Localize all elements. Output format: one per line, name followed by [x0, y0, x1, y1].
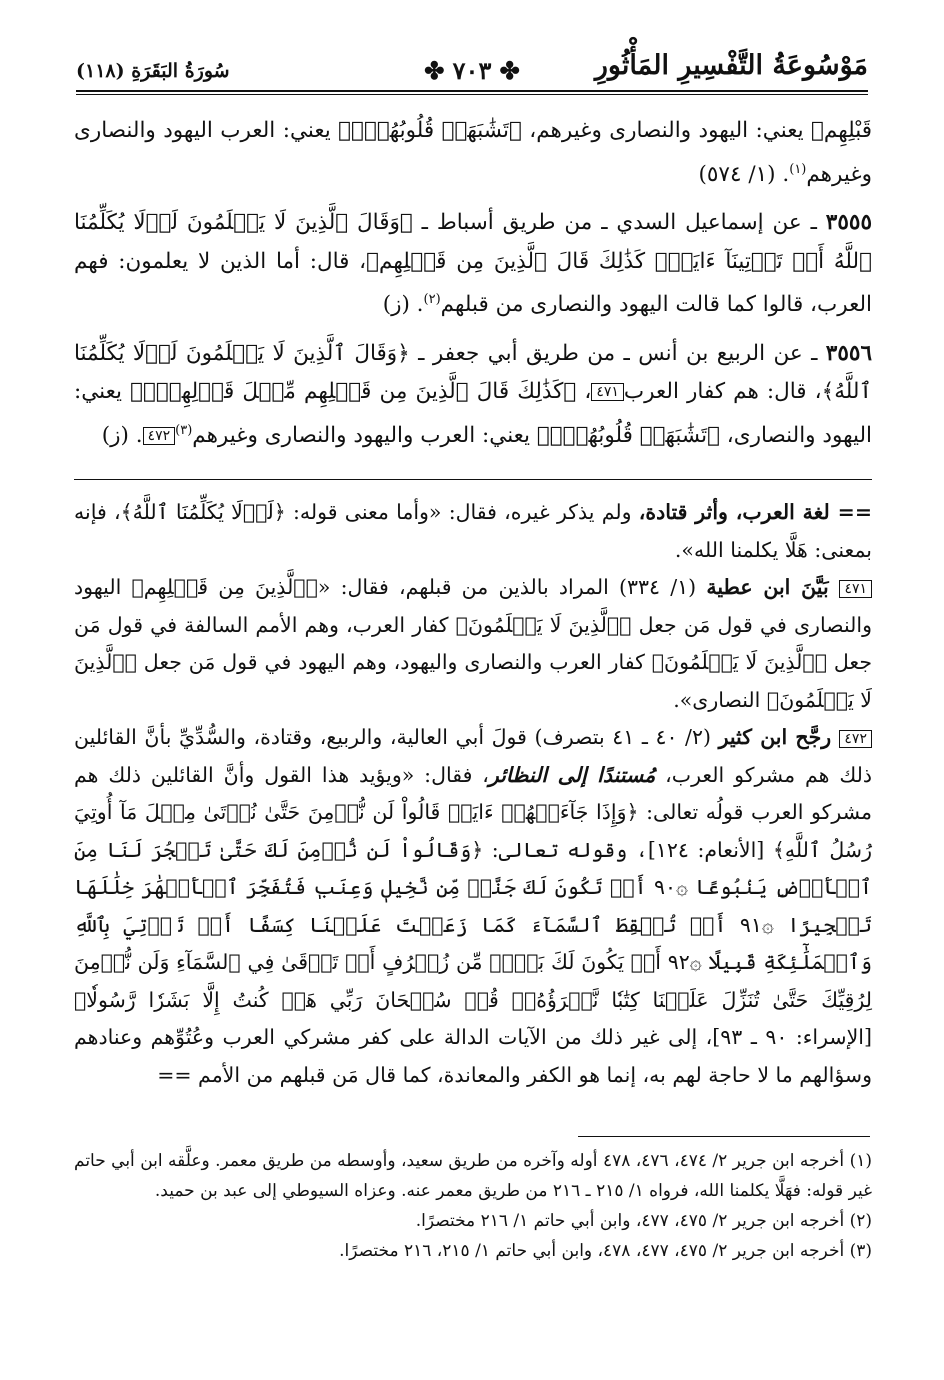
page-number-value: ٧٠٣: [452, 56, 492, 85]
main-text: [74, 112, 872, 1094]
commentary-472: ٤٧٢ رجَّح ابن كثير (٢/ ٤٠ ـ ٤١ بتصرف) قولَ أبي العالية، والربيع، وقتادة، والسُّدِّيِّ بأنَّ القائلين ذلك هم مشركو العرب، مُستندًا إلى النظائر، فقال: «ويؤيد هذا القول وأنَّ القائلين ذلك هم مشركو العرب قولُه تعالى: ﴿وَإِذَا جَآءَتۡهُمۡ ءَايَةٞ قَالُواْ لَن نُّؤۡمِنَ حَتَّىٰ نُؤۡتَىٰ مِثۡلَ مَآ أُوتِيَ رُسُلُ ٱللَّهِ﴾ [الأنعام: ١٢٤]، وقوله تعالى: ﴿وَقَالُواْ لَن نُّؤۡمِنَ لَكَ حَتَّىٰ تَفۡجُرَ لَنَا مِنَ ٱلۡأَرۡضِ يَنۢبُوعًا ۞٩٠ أَوۡ تَكُونَ لَكَ جَنَّةٞ مِّن نَّخِيلٖ وَعِنَبٖ فَتُفَجِّرَ ٱلۡأَنۡهَٰرَ خِلَٰلَهَا تَفۡجِيرًا ۞٩١ أَوۡ تُسۡقِطَ ٱلسَّمَآءَ كَمَا زَعَمۡتَ عَلَيۡنَا كِسَفًا أَوۡ تَأۡتِيَ بِٱللَّهِ وَٱلۡمَلَٰٓئِكَةِ قَبِيلًا ۞٩٢ أَوۡ يَكُونَ لَكَ بَيۡتٞ مِّن زُخۡرُفٍ أَوۡ تَرۡقَىٰ فِي ٱلسَّمَآءِ وَلَن نُّؤۡمِنَ لِرُقِيِّكَ حَتَّىٰ تُنَزِّلَ عَلَيۡنَا كِتَٰبٗا نَّقۡرَؤُهُۥۗ قُلۡ سُبۡحَانَ رَبِّي هَلۡ كُنتُ إِلَّا بَشَرٗا رَّسُولٗا﴾ [الإسراء: ٩٠ ـ ٩٣]، إلى غير ذلك من الآيات الدالة على كفر مشركي العرب وعُتُوِّهم وعنادهم وسؤالهم ما لا حاجة لهم به، إنما هو الكفر والمعاندة، كما قال مَن قبلهم من الأمم ==: [74, 725, 873, 1087]
footnotes: [74, 1146, 872, 1266]
narration-number: ٣٥٥٥: [825, 210, 872, 236]
book-title: مَوْسُوعَةُ التَّفْسِيرِ المَأْثُورِ: [594, 50, 868, 81]
commentary-ref-box: ٤٧٢: [143, 427, 176, 445]
section-divider: [74, 479, 872, 480]
commentary-continued: == لغة العرب، وأثر قتادة، ولم يذكر غيره، فقال: «وأما معنى قوله: ﴿لَوۡلَا يُكَلِّمُنَا ٱللَّهُ﴾، فإنه بمعنى: هَلَّا يكلمنا الله».: [74, 500, 872, 562]
header-rule-thin: [76, 94, 868, 95]
paragraph: قَبْلِهِم﴾ يعني: اليهود والنصارى وغيرهم، ﴿تَشَٰبَهَتۡ قُلُوبُهُمۡۗ﴾ يعني: العرب اليهود والنصارى وغيرهم$^{(١)}$. (١/ ٥٧٤): [74, 118, 872, 187]
header-rule: [76, 90, 868, 92]
footnote-2: (٢) أخرجه ابن جرير ٢/ ٤٧٥، ٤٧٧، وابن أبي حاتم ١/ ٢١٦ مختصرًا.: [415, 1211, 872, 1231]
narration-number: ٣٥٥٦: [825, 340, 872, 366]
commentary-ref-box: ٤٧١: [591, 383, 624, 401]
commentary-number-box: ٤٧١: [839, 580, 872, 598]
footnote-ref: (٢): [423, 292, 441, 308]
narration-3556: ٣٥٥٦ ـ عن الربيع بن أنس ـ من طريق أبي جعفر ـ ﴿وَقَالَ ٱلَّذِينَ لَا يَعۡلَمُونَ لَوۡلَا يُكَلِّمُنَا ٱللَّهُ﴾، قال: هم كفار العرب٤٧١، ﴿كَذَٰلِكَ قَالَ ٱلَّذِينَ مِن قَبۡلِهِم مِّثۡلَ قَوۡلِهِمۡۘ﴾ يعني: اليهود والنصارى، ﴿تَشَٰبَهَتۡ قُلُوبُهُمۡۗ﴾ يعني: العرب واليهود والنصارى وغيرهم$^{(٣)}$٤٧٢. (ز): [74, 340, 872, 448]
footnote-ref: (٣): [175, 422, 193, 438]
page-number: ✤ ٧٠٣ ✤: [424, 56, 520, 85]
commentary-number-box: ٤٧٢: [839, 730, 872, 748]
narration-3555: ٣٥٥٥ ـ عن إسماعيل السدي ـ من طريق أسباط ـ ﴿وَقَالَ ٱلَّذِينَ لَا يَعۡلَمُونَ لَوۡلَا يُكَلِّمُنَا ٱللَّهُ أَوۡ تَأۡتِينَآ ءَايَةٞۗ كَذَٰلِكَ قَالَ ٱلَّذِينَ مِن قَبۡلِهِم﴾، قال: أما الذين لا يعلمون: فهم العرب، قالوا كما قالت اليهود والنصارى من قبلهم$^{(٢)}$. (ز): [74, 210, 872, 318]
commentary-471: ٤٧١ بَيَّنَ ابن عطية (١/ ٣٣٤) المراد بالذين من قبلهم، فقال: «﴿ٱلَّذِينَ مِن قَبۡلِهِم﴾ اليهود والنصارى في قول مَن جعل ﴿ٱلَّذِينَ لَا يَعۡلَمُونَ﴾ كفار العرب، وهم الأمم السالفة في قول مَن جعل ﴿ٱلَّذِينَ لَا يَعۡلَمُونَ﴾ كفار العرب والنصارى واليهود، وهم اليهود في قول مَن جعل ﴿ٱلَّذِينَ لَا يَعۡلَمُونَ﴾ النصارى».: [74, 575, 872, 712]
page-header: [76, 50, 868, 86]
surah-title: سُورَةُ البَقَرَةِ (١١٨): [76, 60, 230, 82]
footnote-rule: [578, 1136, 870, 1137]
footnote-3: (٣) أخرجه ابن جرير ٢/ ٤٧٥، ٤٧٧، ٤٧٨، وابن أبي حاتم ١/ ٢١٥، ٢١٦ مختصرًا.: [339, 1241, 872, 1261]
footnote-1: (١) أخرجه ابن جرير ٢/ ٤٧٤، ٤٧٦، ٤٧٨ أوله وآخره من طريق سعيد، وأوسطه من طريق معمر. وعلَّقه ابن أبي حاتم غير قوله: فهَلَّا يكلمنا الله، فرواه ١/ ٢١٥ ـ ٢١٦ من طريق معمر عنه. وعزاه السيوطي إلى عبد بن حميد.: [74, 1151, 872, 1201]
footnote-ref: (١): [789, 161, 807, 177]
